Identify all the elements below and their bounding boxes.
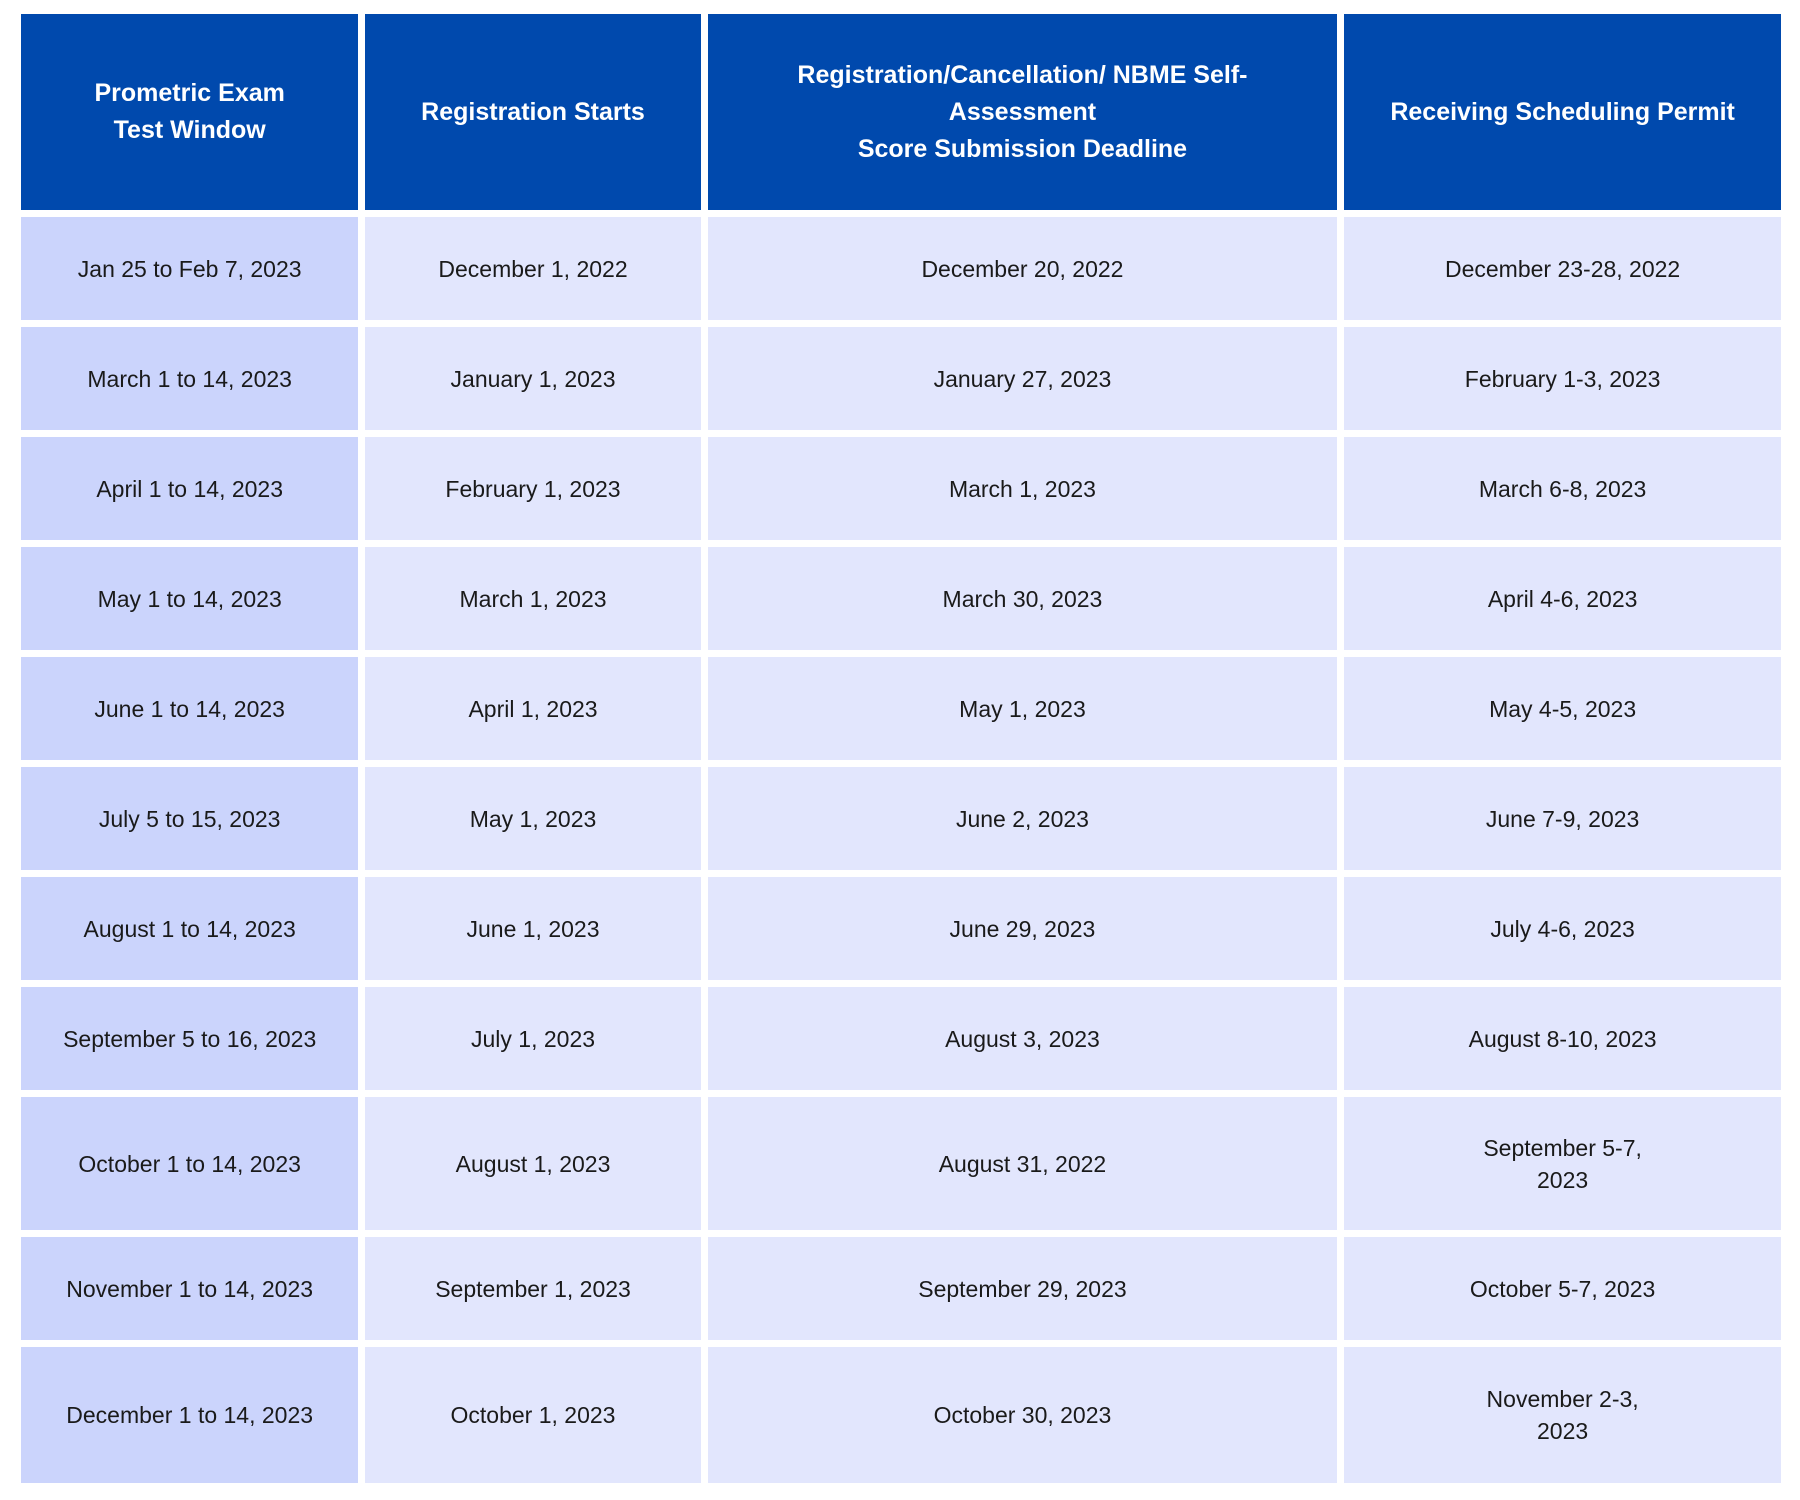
registration-starts-cell: October 1, 2023 xyxy=(365,1347,700,1483)
table-row xyxy=(21,1097,1781,1230)
scheduling-permit-cell: August 8-10, 2023 xyxy=(1344,987,1781,1090)
deadline-cell: October 30, 2023 xyxy=(708,1347,1338,1483)
deadline-cell: December 20, 2022 xyxy=(708,217,1338,320)
scheduling-permit-cell: December 23-28, 2022 xyxy=(1344,217,1781,320)
table-row xyxy=(21,327,1781,430)
registration-starts-cell: April 1, 2023 xyxy=(365,657,700,760)
registration-starts-cell: January 1, 2023 xyxy=(365,327,700,430)
test-window-cell: November 1 to 14, 2023 xyxy=(21,1237,358,1340)
scheduling-permit-cell xyxy=(1344,1097,1781,1230)
scheduling-permit-cell: May 4-5, 2023 xyxy=(1344,657,1781,760)
registration-starts-cell: August 1, 2023 xyxy=(365,1097,700,1230)
test-window-cell: September 5 to 16, 2023 xyxy=(21,987,358,1090)
test-window-cell: May 1 to 14, 2023 xyxy=(21,547,358,650)
table-row xyxy=(21,217,1781,320)
schedule-table-container xyxy=(21,14,1781,1483)
scheduling-permit-cell: April 4-6, 2023 xyxy=(1344,547,1781,650)
table-row xyxy=(21,877,1781,980)
deadline-cell: March 1, 2023 xyxy=(708,437,1338,540)
test-window-cell: April 1 to 14, 2023 xyxy=(21,437,358,540)
header-registration-starts: Registration Starts xyxy=(365,14,700,210)
deadline-cell: May 1, 2023 xyxy=(708,657,1338,760)
test-window-cell: Jan 25 to Feb 7, 2023 xyxy=(21,217,358,320)
table-row xyxy=(21,1347,1781,1483)
test-window-cell: December 1 to 14, 2023 xyxy=(21,1347,358,1483)
deadline-cell: September 29, 2023 xyxy=(708,1237,1338,1340)
deadline-cell: June 2, 2023 xyxy=(708,767,1338,870)
exam-schedule-table xyxy=(14,7,1788,1490)
header-deadline: Registration/Cancellation/ NBME Self- Assessment Score Submission Deadline xyxy=(708,14,1338,210)
scheduling-permit-cell: February 1-3, 2023 xyxy=(1344,327,1781,430)
registration-starts-cell: May 1, 2023 xyxy=(365,767,700,870)
header-scheduling-permit: Receiving Scheduling Permit xyxy=(1344,14,1781,210)
deadline-cell: June 29, 2023 xyxy=(708,877,1338,980)
registration-starts-cell: September 1, 2023 xyxy=(365,1237,700,1340)
deadline-cell: March 30, 2023 xyxy=(708,547,1338,650)
test-window-cell: March 1 to 14, 2023 xyxy=(21,327,358,430)
table-row xyxy=(21,437,1781,540)
deadline-cell: January 27, 2023 xyxy=(708,327,1338,430)
table-row xyxy=(21,547,1781,650)
table-row xyxy=(21,767,1781,870)
deadline-cell: August 3, 2023 xyxy=(708,987,1338,1090)
header-row xyxy=(21,14,1781,210)
scheduling-permit-cell xyxy=(1344,1347,1781,1483)
scheduling-permit-cell: March 6-8, 2023 xyxy=(1344,437,1781,540)
scheduling-permit-cell: October 5-7, 2023 xyxy=(1344,1237,1781,1340)
scheduling-permit-text: November 2-3, 2023 xyxy=(1486,1386,1639,1444)
test-window-cell: October 1 to 14, 2023 xyxy=(21,1097,358,1230)
test-window-cell: June 1 to 14, 2023 xyxy=(21,657,358,760)
scheduling-permit-text: September 5-7, 2023 xyxy=(1483,1134,1642,1193)
scheduling-permit-cell: July 4-6, 2023 xyxy=(1344,877,1781,980)
test-window-cell: July 5 to 15, 2023 xyxy=(21,767,358,870)
registration-starts-cell: June 1, 2023 xyxy=(365,877,700,980)
test-window-cell: August 1 to 14, 2023 xyxy=(21,877,358,980)
header-test-window: Prometric Exam Test Window xyxy=(21,14,358,210)
registration-starts-cell: December 1, 2022 xyxy=(365,217,700,320)
registration-starts-cell: July 1, 2023 xyxy=(365,987,700,1090)
scheduling-permit-cell: June 7-9, 2023 xyxy=(1344,767,1781,870)
table-row xyxy=(21,1237,1781,1340)
table-row xyxy=(21,657,1781,760)
deadline-cell: August 31, 2022 xyxy=(708,1097,1338,1230)
table-row xyxy=(21,987,1781,1090)
registration-starts-cell: February 1, 2023 xyxy=(365,437,700,540)
registration-starts-cell: March 1, 2023 xyxy=(365,547,700,650)
